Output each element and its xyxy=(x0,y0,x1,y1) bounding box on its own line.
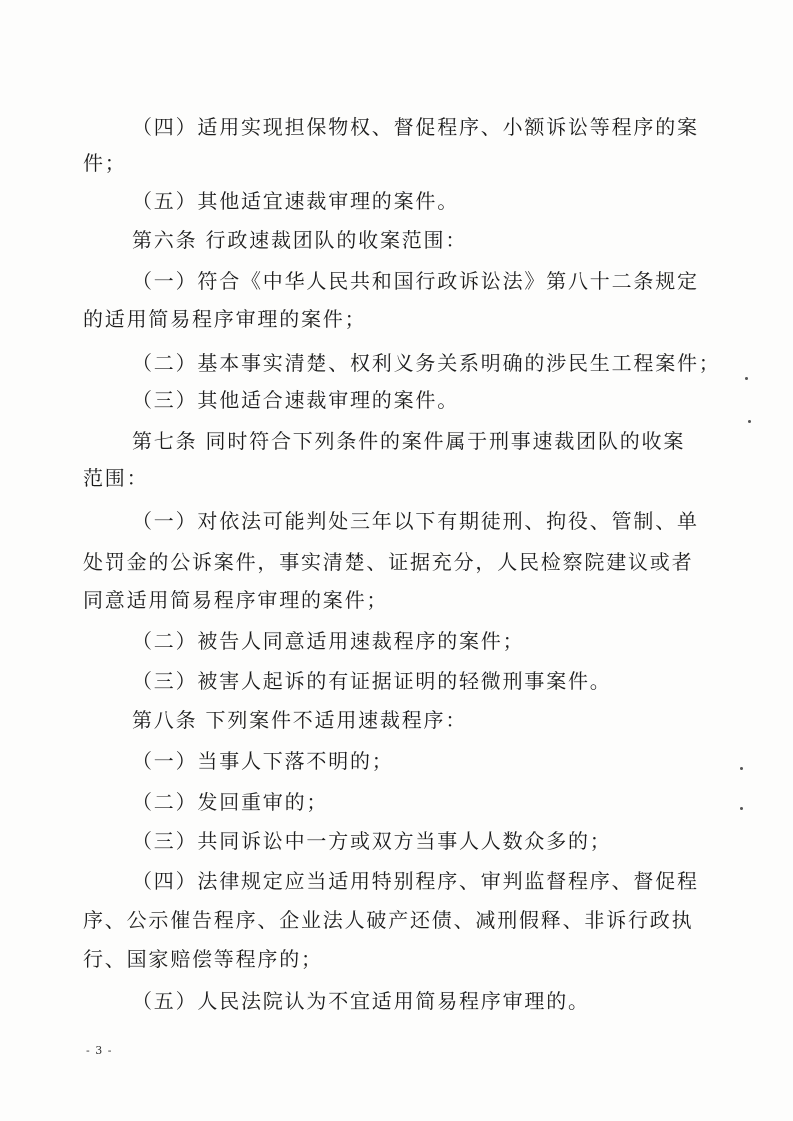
text-line: （一）符合《中华人民共和国行政诉讼法》第八十二条规定 xyxy=(132,269,699,293)
scan-speck xyxy=(740,807,743,810)
text-line: （二）被告人同意适用速裁程序的案件； xyxy=(132,629,525,653)
text-line: （五）人民法院认为不宜适用简易程序审理的。 xyxy=(132,989,590,1013)
article-heading: 第八条 下列案件不适用速裁程序： xyxy=(132,708,468,732)
article-heading: 第七条 同时符合下列条件的案件属于刑事速裁团队的收案 xyxy=(132,429,686,453)
scan-speck xyxy=(748,420,751,423)
text-line: 行、国家赔偿等程序的； xyxy=(83,947,323,971)
text-line: （二）基本事实清楚、权利义务关系明确的涉民生工程案件； xyxy=(132,351,721,375)
text-line: 处罚金的公诉案件，事实清楚、证据充分，人民检察院建议或者 xyxy=(83,550,694,574)
text-line: 的适用简易程序审理的案件； xyxy=(83,307,367,331)
text-line: 件； xyxy=(83,151,127,175)
text-line: （三）共同诉讼中一方或双方当事人人数众多的； xyxy=(132,829,612,853)
text-line: （三）被害人起诉的有证据证明的轻微刑事案件。 xyxy=(132,669,612,693)
text-line: （一）当事人下落不明的； xyxy=(132,749,394,773)
scan-speck xyxy=(745,377,748,380)
text-line: （五）其他适宜速裁审理的案件。 xyxy=(132,189,459,213)
scan-speck xyxy=(740,767,743,770)
text-line: （四）适用实现担保物权、督促程序、小额诉讼等程序的案 xyxy=(132,115,699,139)
text-line: 同意适用简易程序审理的案件； xyxy=(83,588,389,612)
text-line: （一）对依法可能判处三年以下有期徒刑、拘役、管制、单 xyxy=(132,509,699,533)
article-heading: 第六条 行政速裁团队的收案范围： xyxy=(132,228,468,252)
text-line: （四）法律规定应当适用特别程序、审判监督程序、督促程 xyxy=(132,869,699,893)
text-line: （二）发回重审的； xyxy=(132,790,329,814)
text-line: 范围： xyxy=(83,466,149,490)
text-line: （三）其他适合速裁审理的案件。 xyxy=(132,388,459,412)
text-line: 序、公示催告程序、企业法人破产还债、减刑假释、非诉行政执 xyxy=(83,908,694,932)
page-number: - 3 - xyxy=(86,1044,113,1057)
